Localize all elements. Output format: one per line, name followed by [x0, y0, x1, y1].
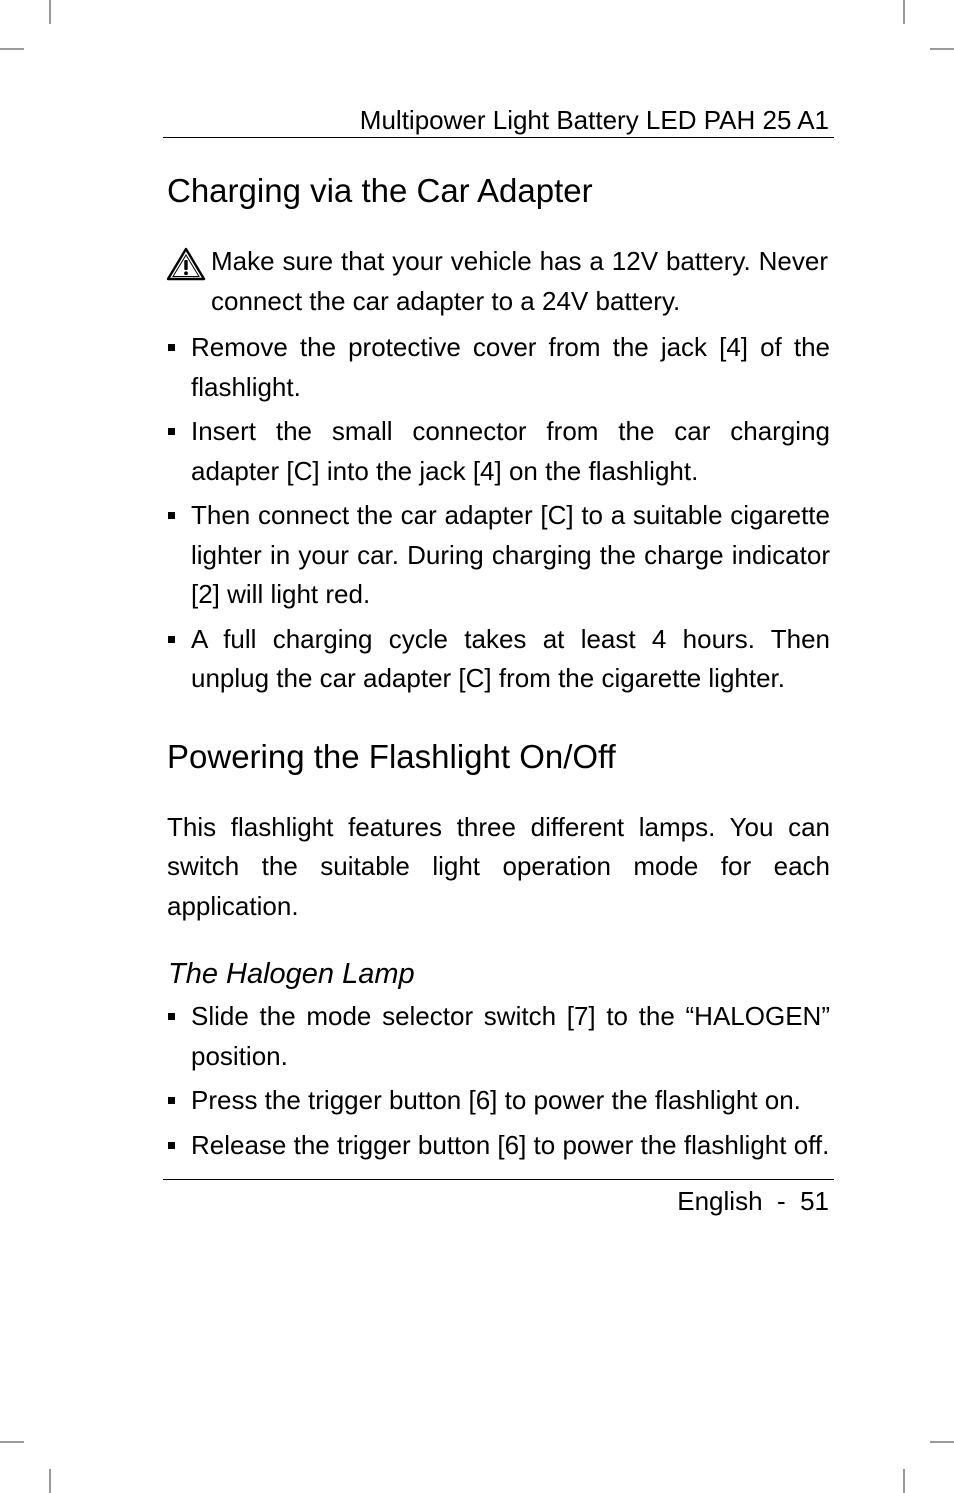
charging-steps: [163, 328, 834, 699]
running-header: Multipower Light Battery LED PAH 25 A1: [163, 96, 834, 138]
warning-note: [166, 242, 828, 321]
page-number: English - 51: [677, 1186, 829, 1216]
list-item: Slide the mode selector switch [7] to the “HALOGEN” position.: [167, 997, 830, 1076]
section-title-charging: Charging via the Car Adapter: [167, 172, 593, 209]
list-item: Press the trigger button [6] to power the flashlight on.: [167, 1081, 830, 1121]
crop-mark: [903, 1469, 905, 1493]
warning-text: Make sure that your vehicle has a 12V battery. Never connect the car adapter to a 24V battery.: [211, 246, 828, 316]
crop-mark: [0, 1441, 24, 1443]
crop-mark: [903, 0, 905, 24]
crop-mark: [49, 1469, 51, 1493]
list-item: Insert the small connector from the car charging adapter [C] into the jack [4] on the flashlight.: [167, 412, 830, 491]
footer-rule: [163, 1179, 834, 1180]
crop-mark: [49, 0, 51, 24]
crop-mark: [930, 1441, 954, 1443]
warning-triangle-icon: [166, 247, 206, 281]
halogen-steps: [163, 997, 834, 1165]
manual-page: [163, 96, 834, 1221]
crop-mark: [0, 48, 24, 50]
intro-paragraph: This flashlight features three different lamps. You can switch the suitable light operation mode for each application.: [167, 811, 830, 921]
list-item: Release the trigger button [6] to power the flashlight off.: [167, 1126, 830, 1166]
section-title-power: Powering the Flashlight On/Off: [167, 737, 616, 775]
crop-mark: [930, 48, 954, 50]
list-item: Then connect the car adapter [C] to a suitable cigarette lighter in your car. During charging the charge indicator [2] will light red.: [167, 496, 830, 615]
subsection-title-halogen: The Halogen Lamp: [168, 958, 415, 990]
list-item: A full charging cycle takes at least 4 hours. Then unplug the car adapter [C] from the cigarette lighter.: [167, 620, 830, 699]
list-item: Remove the protective cover from the jack [4] of the flashlight.: [167, 328, 830, 407]
